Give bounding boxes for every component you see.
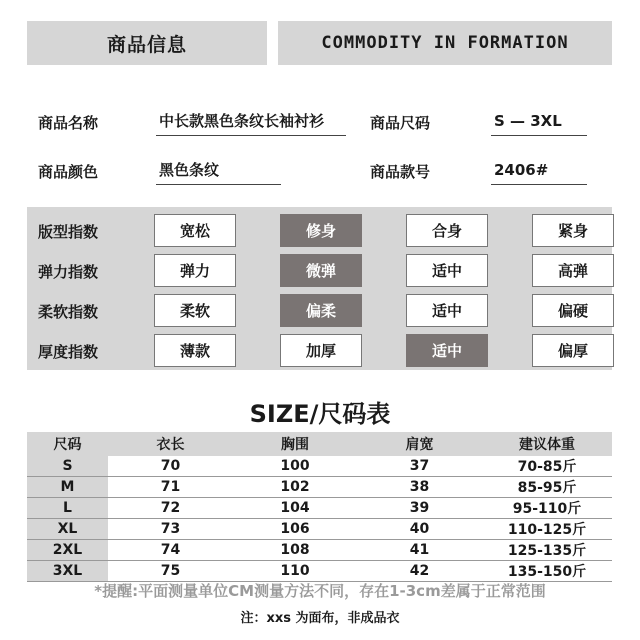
product-size-value: S — 3XL [491,110,587,136]
size-table-cell: 74 [108,540,233,561]
size-table-cell: 85-95斤 [482,477,612,498]
size-table-cell: 42 [357,561,482,582]
size-table-cell: 95-110斤 [482,498,612,519]
product-color-value: 黑色条纹 [156,159,281,185]
index-option: 弹力 [154,254,236,287]
size-table-cell: 100 [233,456,357,477]
measurement-note: *提醒:平面测量单位CM测量方法不同，存在1-3cm差属于正常范围 [94,582,546,600]
size-table-row [27,519,612,540]
size-table-cell: 73 [108,519,233,540]
size-table-cell: 39 [357,498,482,519]
product-style-label: 商品款号 [370,163,431,181]
index-option: 适中 [406,254,488,287]
size-table-cell: M [27,477,108,498]
index-option: 薄款 [154,334,236,367]
header-title-cn: 商品信息 [106,33,187,56]
size-table-header-cell: 胸围 [233,432,357,456]
size-chart-title: SIZE/尺码表 [249,400,391,428]
size-table-header-cell: 衣长 [108,432,233,456]
index-option: 柔软 [154,294,236,327]
size-table-header-cell: 肩宽 [357,432,482,456]
index-label: 柔软指数 [38,303,99,321]
size-table-cell: XL [27,519,108,540]
index-option-selected: 适中 [406,334,488,367]
product-style-value: 2406# [491,159,587,185]
product-color-label: 商品颜色 [38,163,99,181]
size-table-header-cell: 建议体重 [482,432,612,456]
index-label: 弹力指数 [38,263,99,281]
index-option-selected: 修身 [280,214,362,247]
product-name-label: 商品名称 [38,114,99,132]
product-size-label: 商品尺码 [370,114,431,132]
size-table-cell: S [27,456,108,477]
size-table-cell: 110 [233,561,357,582]
size-table-row [27,498,612,519]
size-table-cell: L [27,498,108,519]
size-table-cell: 75 [108,561,233,582]
size-table-cell: 37 [357,456,482,477]
index-option: 偏硬 [532,294,614,327]
size-table-cell: 108 [233,540,357,561]
size-table-cell: 3XL [27,561,108,582]
size-table-cell: 71 [108,477,233,498]
index-option: 合身 [406,214,488,247]
size-table-cell: 72 [108,498,233,519]
size-table-header-row [27,432,612,456]
size-table-cell: 41 [357,540,482,561]
index-option-selected: 微弹 [280,254,362,287]
size-table-header-cell: 尺码 [27,432,108,456]
size-table-cell: 104 [233,498,357,519]
index-option: 宽松 [154,214,236,247]
size-table-cell: 110-125斤 [482,519,612,540]
size-table [27,432,612,582]
index-option: 高弹 [532,254,614,287]
index-option: 偏厚 [532,334,614,367]
header-title-en: COMMODITY IN FORMATION [321,33,569,53]
index-option: 适中 [406,294,488,327]
size-table-row [27,540,612,561]
size-table-cell: 106 [233,519,357,540]
index-option: 加厚 [280,334,362,367]
size-table-row [27,456,612,477]
index-option-selected: 偏柔 [280,294,362,327]
size-table-cell: 2XL [27,540,108,561]
index-label: 版型指数 [38,223,99,241]
index-option: 紧身 [532,214,614,247]
header-title-en-box [278,21,612,65]
size-table-cell: 102 [233,477,357,498]
header-title-cn-box [27,21,267,65]
size-table-row [27,477,612,498]
size-table-cell: 135-150斤 [482,561,612,582]
size-table-cell: 70-85斤 [482,456,612,477]
product-name-value: 中长款黑色条纹长袖衬衫 [156,110,346,136]
size-table-cell: 70 [108,456,233,477]
size-table-row [27,561,612,582]
size-table-cell: 38 [357,477,482,498]
size-table-cell: 125-135斤 [482,540,612,561]
model-note: 注：xxs 为面布，非成品衣 [240,611,400,626]
size-table-cell: 40 [357,519,482,540]
index-label: 厚度指数 [38,343,99,361]
